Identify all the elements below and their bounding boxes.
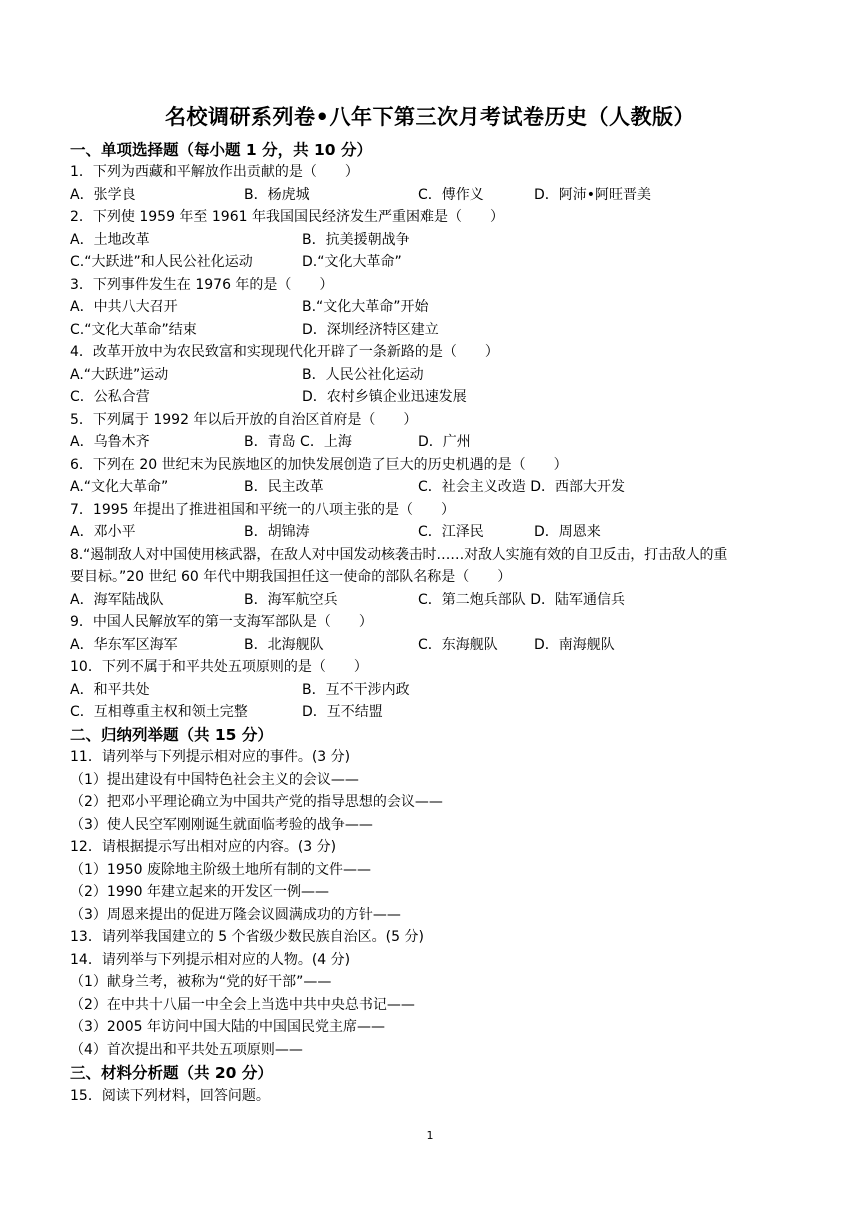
question-11-stem: 11．请列举与下列提示相对应的事件。(3 分) <box>70 749 351 765</box>
question-15-stem: 15．阅读下列材料，回答问题。 <box>70 1088 270 1104</box>
q3-option-a: A．中共八大召开 <box>70 299 178 315</box>
q14-prompt-2: （2）在中共十八届一中全会上当选中共中央总书记—— <box>70 997 415 1013</box>
q8-option-c-d: C．第二炮兵部队 D．陆军通信兵 <box>418 592 626 608</box>
q9-option-b: B．北海舰队 <box>244 637 324 653</box>
page-title: 名校调研系列卷•八年下第三次月考试卷历史（人教版） <box>165 105 695 129</box>
q10-option-a: A．和平共处 <box>70 682 150 698</box>
q14-prompt-4: （4）首次提出和平共处五项原则—— <box>70 1042 303 1058</box>
q1-option-c: C．傅作义 <box>418 187 484 203</box>
q2-option-a: A．土地改革 <box>70 232 150 248</box>
question-7-stem: 7．1995 年提出了推进祖国和平统一的八项主张的是（ ） <box>70 502 455 518</box>
question-10-stem: 10．下列不属于和平共处五项原则的是（ ） <box>70 659 368 675</box>
q3-option-b: B.“文化大革命”开始 <box>302 299 429 315</box>
q7-option-b: B．胡锦涛 <box>244 524 310 540</box>
q1-option-a: A．张学良 <box>70 187 136 203</box>
q4-option-c: C．公私合营 <box>70 389 150 405</box>
q14-prompt-3: （3）2005 年访问中国大陆的中国国民党主席—— <box>70 1019 385 1035</box>
q7-option-d: D．周恩来 <box>534 524 601 540</box>
q3-option-d: D．深圳经济特区建立 <box>302 322 439 338</box>
q8-option-b: B．海军航空兵 <box>244 592 338 608</box>
question-9-stem: 9．中国人民解放军的第一支海军部队是（ ） <box>70 614 373 630</box>
section-heading-2: 二、归纳列举题（共 15 分） <box>70 726 273 744</box>
q11-prompt-1: （1）提出建设有中国特色社会主义的会议—— <box>70 772 359 788</box>
q1-option-b: B．杨虎城 <box>244 187 310 203</box>
question-1-stem: 1．下列为西藏和平解放作出贡献的是（ ） <box>70 164 359 180</box>
q8-option-a: A．海军陆战队 <box>70 592 164 608</box>
q12-prompt-3: （3）周恩来提出的促进万隆会议圆满成功的方针—— <box>70 907 401 923</box>
q4-option-d: D．农村乡镇企业迅速发展 <box>302 389 467 405</box>
q7-option-a: A．邓小平 <box>70 524 136 540</box>
question-13-stem: 13．请列举我国建立的 5 个省级少数民族自治区。(5 分) <box>70 929 424 945</box>
q4-option-b: B．人民公社化运动 <box>302 367 424 383</box>
q9-option-c: C．东海舰队 <box>418 637 498 653</box>
question-8-stem-line-2: 要目标。”20 世纪 60 年代中期我国担任这一使命的部队名称是（ ） <box>70 569 512 585</box>
question-3-stem: 3．下列事件发生在 1976 年的是（ ） <box>70 277 334 293</box>
q3-option-c: C.“文化大革命”结束 <box>70 322 197 338</box>
q12-prompt-1: （1）1950 废除地主阶级土地所有制的文件—— <box>70 862 371 878</box>
q1-option-d: D．阿沛•阿旺晋美 <box>534 187 652 203</box>
q9-option-d: D．南海舰队 <box>534 637 615 653</box>
q5-option-d: D．广州 <box>418 434 471 450</box>
question-5-stem: 5．下列属于 1992 年以后开放的自治区首府是（ ） <box>70 412 418 428</box>
question-8-stem-line-1: 8.“遏制敌人对中国使用核武器，在敌人对中国发动核袭击时……对敌人实施有效的自卫反击，打击敌人的重 <box>70 547 728 563</box>
q10-option-c: C．互相尊重主权和领土完整 <box>70 704 248 720</box>
q14-prompt-1: （1）献身兰考，被称为“党的好干部”—— <box>70 974 332 990</box>
page-number: 1 <box>426 1129 434 1142</box>
question-12-stem: 12．请根据提示写出相对应的内容。(3 分) <box>70 839 337 855</box>
q5-option-a: A．乌鲁木齐 <box>70 434 150 450</box>
q6-option-b: B．民主改革 <box>244 479 324 495</box>
q2-option-b: B．抗美援朝战争 <box>302 232 410 248</box>
q11-prompt-3: （3）使人民空军刚刚诞生就面临考验的战争—— <box>70 817 373 833</box>
question-14-stem: 14．请列举与下列提示相对应的人物。(4 分) <box>70 952 351 968</box>
q6-option-a: A.“文化大革命” <box>70 479 169 495</box>
q2-option-c: C.“大跃进”和人民公社化运动 <box>70 254 253 270</box>
question-6-stem: 6．下列在 20 世纪末为民族地区的加快发展创造了巨大的历史机遇的是（ ） <box>70 457 568 473</box>
q12-prompt-2: （2）1990 年建立起来的开发区一例—— <box>70 884 329 900</box>
question-2-stem: 2．下列使 1959 年至 1961 年我国国民经济发生严重困难是（ ） <box>70 209 504 225</box>
q11-prompt-2: （2）把邓小平理论确立为中国共产党的指导思想的会议—— <box>70 794 443 810</box>
q6-option-c-d: C．社会主义改造 D．西部大开发 <box>418 479 626 495</box>
question-4-stem: 4．改革开放中为农民致富和实现现代化开辟了一条新路的是（ ） <box>70 344 499 360</box>
q10-option-b: B．互不干涉内政 <box>302 682 410 698</box>
section-heading-1: 一、单项选择题（每小题 1 分，共 10 分） <box>70 141 372 159</box>
q7-option-c: C．江泽民 <box>418 524 484 540</box>
q9-option-a: A．华东军区海军 <box>70 637 178 653</box>
q5-option-b-c: B．青岛 C．上海 <box>244 434 352 450</box>
q10-option-d: D．互不结盟 <box>302 704 383 720</box>
section-heading-3: 三、材料分析题（共 20 分） <box>70 1064 273 1082</box>
q4-option-a: A.“大跃进”运动 <box>70 367 169 383</box>
q2-option-d: D.“文化大革命” <box>302 254 402 270</box>
